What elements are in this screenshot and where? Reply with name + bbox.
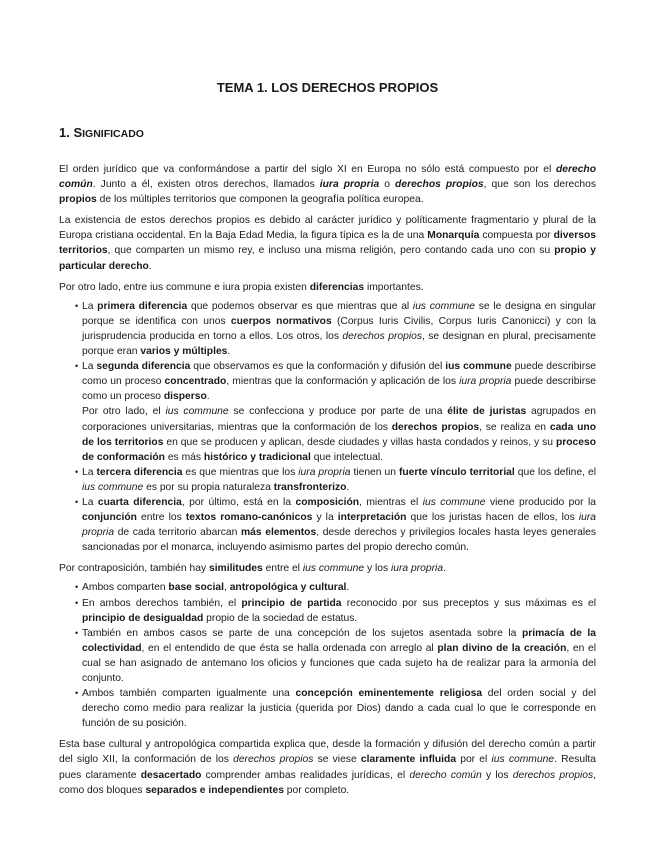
differences-list <box>59 299 596 556</box>
bullet-icon: • <box>75 627 79 638</box>
paragraph-existence: La existencia de estos derechos propios es debido al carácter jurídico y políticamente fragmentario y plural de la Europa cristiana occidental. En la Baja Edad Media, la figura típica es la de una Monarquía compuesta por diversos territorios, que comparten un mismo rey, e incluso una misma religión, pero contando cada uno con su propio y particular derecho. <box>59 215 596 272</box>
section-initial: S <box>73 125 83 140</box>
paragraph-similarities-intro: Por contraposición, también hay similitudes entre el ius commune y los iura propria. <box>59 563 446 575</box>
section-number: 1. <box>59 125 70 140</box>
paragraph-intro: El orden jurídico que va conformándose a partir del siglo XI en Europa no sólo está compuesto por el derecho común. Junto a él, existen otros derechos, llamados iura propria o derechos propios, que son los derechos propios de los múltiples territorios que componen la geografía política europea. <box>59 164 597 206</box>
list-item-first-difference: • La primera diferencia que podemos observar es que mientras que al ius commune se le designa en singular porque se identifica con unos cuerpos normativos (Corpus Iuris Civilis, Corpus Iuris Canonicci) y con la jurisprudencia producida en torno a ellos. Los otros, los derechos propios, se designan en plural, precisamente porque eran varios y múltiples. <box>75 300 596 358</box>
bullet-icon: • <box>75 582 79 593</box>
paragraph-conclusion: Esta base cultural y antropológica compartida explica que, desde la formación y difusión del derecho común a partir del siglo XII, la conformación de los derechos propios se viese claramente influida por el ius commune. Resulta pues claramente desacertado comprender ambas realidades jurídicas, el derecho común y los derechos propios, como dos bloques separados e independientes por completo. <box>59 739 597 796</box>
bullet-icon: • <box>75 688 79 699</box>
bullet-icon: • <box>75 466 79 477</box>
list-item-similarity-4: • Ambos también comparten igualmente una concepción eminentemente religiosa del orden social y del derecho como medio para realizar la justicia (querida por Dios) dando a cada cual lo que le corresponde en función de su posición. <box>75 688 596 730</box>
list-item-second-difference: • La segunda diferencia que observamos es que la conformación y difusión del ius commune puede describirse como un proceso concentrado, mientras que la conformación y aplicación de los iura propria puede describirse como un proceso disperso. Por otro lado, el ius commune se confecciona y produce por parte de una élite de juristas agrupados en corporaciones universitarias, mientras que la conformación de los derechos propios, se realiza en cada uno de los territorios en que se producen y aplican, desde ciudades y villas hasta condados y reinos, y su proceso de conformación es más histórico y tradicional que intelectual. <box>75 361 597 463</box>
bullet-icon: • <box>75 300 79 311</box>
section-heading <box>59 125 596 142</box>
section-rest: IGNIFICADO <box>82 128 144 140</box>
paragraph-differences-intro: Por otro lado, entre ius commune e iura propia existen diferencias importantes. <box>59 281 424 293</box>
bullet-icon: • <box>75 597 79 608</box>
bullet-icon: • <box>75 361 79 372</box>
bullet-icon: • <box>75 496 79 507</box>
list-item-similarity-2: • En ambos derechos también, el principio de partida reconocido por sus preceptos y sus máximas es el principio de desigualdad propio de la sociedad de estatus. <box>75 597 597 624</box>
similarities-list <box>59 580 596 731</box>
document-title: TEMA 1. LOS DERECHOS PROPIOS <box>216 80 439 95</box>
list-item-similarity-3: • También en ambos casos se parte de una concepción de los sujetos asentada sobre la primacía de la colectividad, en el entendido de que ésta se halla ordenada con arreglo al plan divino de la creación, en el cual se han asignado de antemano los oficios y funciones que cada sujeto ha de realizar para la armonía del conjunto. <box>75 627 597 684</box>
list-item-similarity-1: • Ambos comparten base social, antropológica y cultural. <box>59 580 596 595</box>
list-item-third-difference: • La tercera diferencia es que mientras que los iura propria tienen un fuerte vínculo territorial que los define, el ius commune es por su propia naturaleza transfronterizo. <box>75 466 597 493</box>
list-item-fourth-difference: • La cuarta diferencia, por último, está en la composición, mientras el ius commune viene producido por la conjunción entre los textos romano-canónicos y la interpretación que los juristas hacen de ellos, los iura propria de cada territorio abarcan más elementos, desde derechos y privilegios locales hasta leyes generales sancionadas por el monarca, incluyendo asimismo partes del propio derecho común. <box>75 496 597 554</box>
